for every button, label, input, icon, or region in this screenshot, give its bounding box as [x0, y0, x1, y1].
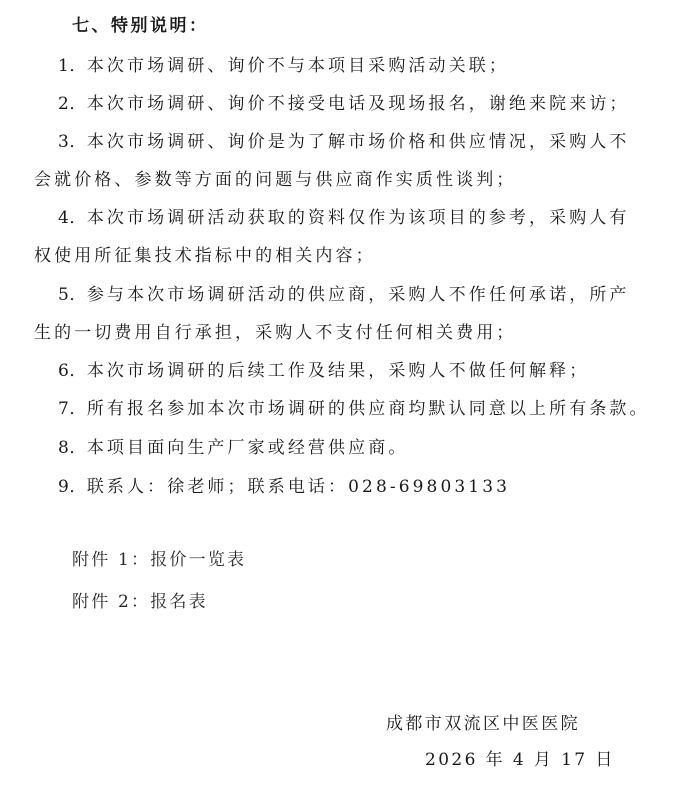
- list-item-continuation: 生的一切费用自行承担，采购人不支付任何相关费用；: [34, 323, 517, 343]
- item-text: 本次市场调研的后续工作及结果，采购人不做任何解释；: [86, 361, 590, 381]
- item-text: 本次市场调研活动获取的资料仅作为该项目的参考，采购人有: [86, 208, 630, 228]
- item-text: 所有报名参加本次市场调研的供应商均默认同意以上所有条款。: [86, 399, 650, 419]
- list-item: [58, 359, 589, 383]
- item-text: 本项目面向生产厂家或经营供应商。: [86, 438, 409, 458]
- list-item: [58, 54, 509, 78]
- item-number: 5．: [58, 285, 87, 305]
- item-number: 9．: [58, 477, 87, 497]
- attachment-price-list: 附件 1：报价一览表: [72, 550, 247, 570]
- item-text: 本次市场调研、询价不与本项目采购活动关联；: [86, 56, 509, 76]
- list-item: [58, 130, 630, 154]
- item-number: 7．: [58, 399, 87, 419]
- list-item: [58, 206, 630, 230]
- signature-date: 2026 年 4 月 17 日: [425, 750, 615, 770]
- attachment-registration-form: 附件 2：报名表: [72, 592, 208, 612]
- list-item: [58, 397, 650, 421]
- signature-organization: 成都市双流区中医医院: [386, 714, 580, 734]
- item-text: 参与本次市场调研活动的供应商，采购人不作任何承诺，所产: [86, 285, 630, 305]
- item-number: 6．: [58, 361, 87, 381]
- item-number: 2．: [58, 94, 87, 114]
- section-heading: 七、特别说明：: [72, 16, 209, 36]
- list-item-continuation: 权使用所征集技术指标中的相关内容；: [34, 246, 376, 266]
- item-number: 1．: [58, 56, 87, 76]
- list-item: [58, 436, 408, 460]
- item-number: 3．: [58, 132, 87, 152]
- list-item: [58, 283, 630, 307]
- item-text: 本次市场调研、询价不接受电话及现场报名，谢绝来院来访；: [86, 94, 630, 114]
- item-text: 联系人：徐老师；联系电话：028-69803133: [86, 477, 511, 497]
- item-number: 8．: [58, 438, 87, 458]
- item-text: 本次市场调研、询价是为了解市场价格和供应情况，采购人不: [86, 132, 630, 152]
- list-item-continuation: 会就价格、参数等方面的问题与供应商作实质性谈判；: [34, 170, 517, 190]
- item-number: 4．: [58, 208, 87, 228]
- list-item: [58, 92, 630, 116]
- list-item: [58, 475, 510, 499]
